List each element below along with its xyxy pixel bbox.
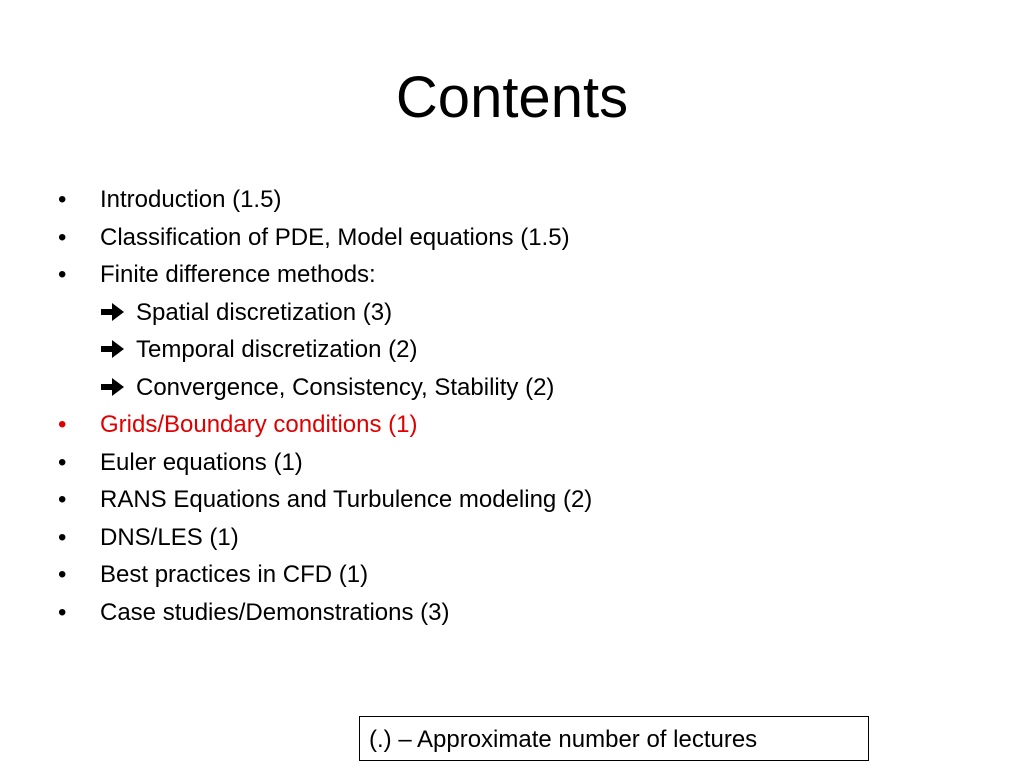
list-item-text: Best practices in CFD (1)	[100, 561, 369, 588]
slide-title: Contents	[395, 65, 629, 130]
list-item-text: DNS/LES (1)	[100, 523, 239, 551]
lecture-count-note: (.) – Approximate number of lectures	[359, 716, 869, 761]
list-item-text: Introduction (1.5)	[100, 186, 282, 213]
bullet-icon: •	[58, 411, 67, 438]
right-arrow-icon	[100, 302, 126, 322]
list-item-text: Classification of PDE, Model equations (1.5)	[100, 223, 570, 251]
bullet-icon: •	[58, 561, 67, 588]
bullet-icon: •	[58, 448, 67, 476]
list-item-text: Case studies/Demonstrations (3)	[100, 598, 450, 626]
sub-item-text: Temporal discretization (2)	[136, 336, 418, 363]
list-item-text: Euler equations (1)	[100, 448, 303, 476]
bullet-icon: •	[58, 186, 67, 213]
bullet-icon: •	[58, 486, 67, 513]
list-item-text: Grids/Boundary conditions (1)	[100, 411, 418, 438]
list-item-text: RANS Equations and Turbulence modeling (2)	[100, 486, 593, 513]
bullet-icon: •	[58, 223, 67, 251]
bullet-icon: •	[58, 261, 67, 288]
list-item-text: Finite difference methods:	[100, 261, 376, 288]
sub-item-text: Spatial discretization (3)	[136, 298, 393, 326]
right-arrow-icon	[100, 377, 126, 397]
bullet-icon: •	[58, 523, 67, 551]
right-arrow-icon	[100, 339, 126, 359]
sub-item-text: Convergence, Consistency, Stability (2)	[136, 373, 555, 401]
bullet-icon: •	[58, 598, 67, 626]
